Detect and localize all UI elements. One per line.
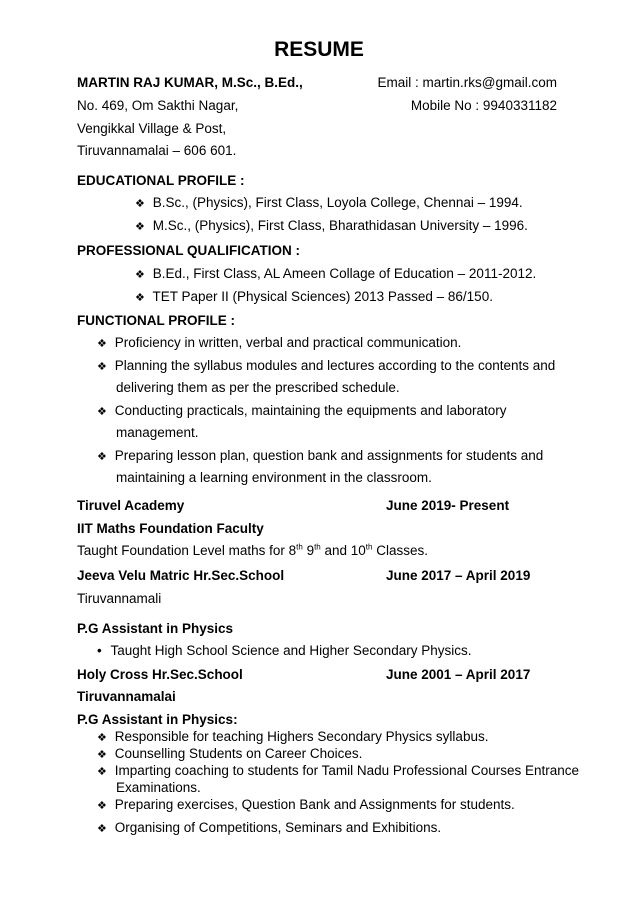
employer-name: Jeeva Velu Matric Hr.Sec.School: [77, 568, 285, 583]
list-item: • Taught High School Science and Higher Secondary Physics.: [97, 643, 472, 658]
employment-period: June 2019- Present: [386, 498, 510, 513]
list-item: ❖ B.Ed., First Class, AL Ameen Collage of Education – 2011-2012.: [135, 266, 537, 281]
list-item-continuation: delivering them as per the prescribed schedule.: [116, 380, 400, 395]
list-item-continuation: Examinations.: [116, 780, 201, 795]
section-heading-educational: EDUCATIONAL PROFILE :: [77, 173, 245, 188]
list-item: ❖ Preparing lesson plan, question bank and assignments for students and: [97, 448, 544, 463]
list-item: ❖ Preparing exercises, Question Bank and Assignments for students.: [97, 797, 515, 812]
employer-name: Holy Cross Hr.Sec.School: [77, 667, 243, 682]
address-line: Tiruvannamalai – 606 601.: [77, 143, 237, 158]
diamond-bullet-icon: ❖: [97, 823, 107, 835]
employment-period: June 2001 – April 2017: [386, 667, 531, 682]
job-role: P.G Assistant in Physics: [77, 621, 234, 636]
diamond-bullet-icon: ❖: [97, 451, 107, 463]
page-title: RESUME: [274, 38, 364, 61]
list-item: ❖ Proficiency in written, verbal and practical communication.: [97, 335, 462, 350]
employment-period: June 2017 – April 2019: [386, 568, 531, 583]
diamond-bullet-icon: ❖: [97, 406, 107, 418]
list-item: ❖ Imparting coaching to students for Tamil Nadu Professional Courses Entrance: [97, 763, 580, 778]
list-item: ❖ B.Sc., (Physics), First Class, Loyola College, Chennai – 1994.: [135, 195, 523, 210]
list-item: ❖ Counselling Students on Career Choices.: [97, 746, 363, 761]
list-item: ❖ Conducting practicals, maintaining the equipments and laboratory: [97, 403, 507, 418]
employer-name: Tiruvel Academy: [77, 498, 185, 513]
diamond-bullet-icon: ❖: [97, 749, 107, 761]
list-item-continuation: management.: [116, 425, 199, 440]
section-heading-professional: PROFESSIONAL QUALIFICATION :: [77, 243, 301, 258]
job-role: IIT Maths Foundation Faculty: [77, 521, 264, 536]
diamond-bullet-icon: ❖: [97, 732, 107, 744]
email: Email : martin.rks@gmail.com: [377, 75, 557, 90]
diamond-bullet-icon: ❖: [135, 269, 145, 281]
employer-place: Tiruvannamalai: [77, 689, 176, 704]
diamond-bullet-icon: ❖: [135, 292, 145, 304]
section-heading-functional: FUNCTIONAL PROFILE :: [77, 313, 235, 328]
mobile: Mobile No : 9940331182: [410, 98, 557, 113]
list-item: ❖ Organising of Competitions, Seminars and Exhibitions.: [97, 820, 442, 835]
list-item: ❖ Responsible for teaching Highers Secondary Physics syllabus.: [97, 729, 489, 744]
diamond-bullet-icon: ❖: [97, 800, 107, 812]
candidate-name: MARTIN RAJ KUMAR, M.Sc., B.Ed.,: [77, 75, 303, 90]
employer-place: Tiruvannamali: [77, 591, 162, 606]
address-line: No. 469, Om Sakthi Nagar,: [77, 98, 239, 113]
diamond-bullet-icon: ❖: [97, 766, 107, 778]
bullet-dot-icon: •: [97, 643, 102, 658]
address-line: Vengikkal Village & Post,: [77, 121, 227, 136]
list-item: ❖ Planning the syllabus modules and lectures according to the contents and: [97, 358, 556, 373]
list-item: ❖ M.Sc., (Physics), First Class, Bharathidasan University – 1996.: [135, 218, 528, 233]
diamond-bullet-icon: ❖: [97, 338, 107, 350]
diamond-bullet-icon: ❖: [97, 361, 107, 373]
list-item: ❖ TET Paper II (Physical Sciences) 2013 Passed – 86/150.: [135, 289, 493, 304]
diamond-bullet-icon: ❖: [135, 198, 145, 210]
diamond-bullet-icon: ❖: [135, 221, 145, 233]
list-item-continuation: maintaining a learning environment in the classroom.: [116, 470, 432, 485]
job-description: Taught Foundation Level maths for 8th 9th and 10th Classes.: [77, 542, 428, 558]
job-role: P.G Assistant in Physics:: [77, 712, 238, 727]
